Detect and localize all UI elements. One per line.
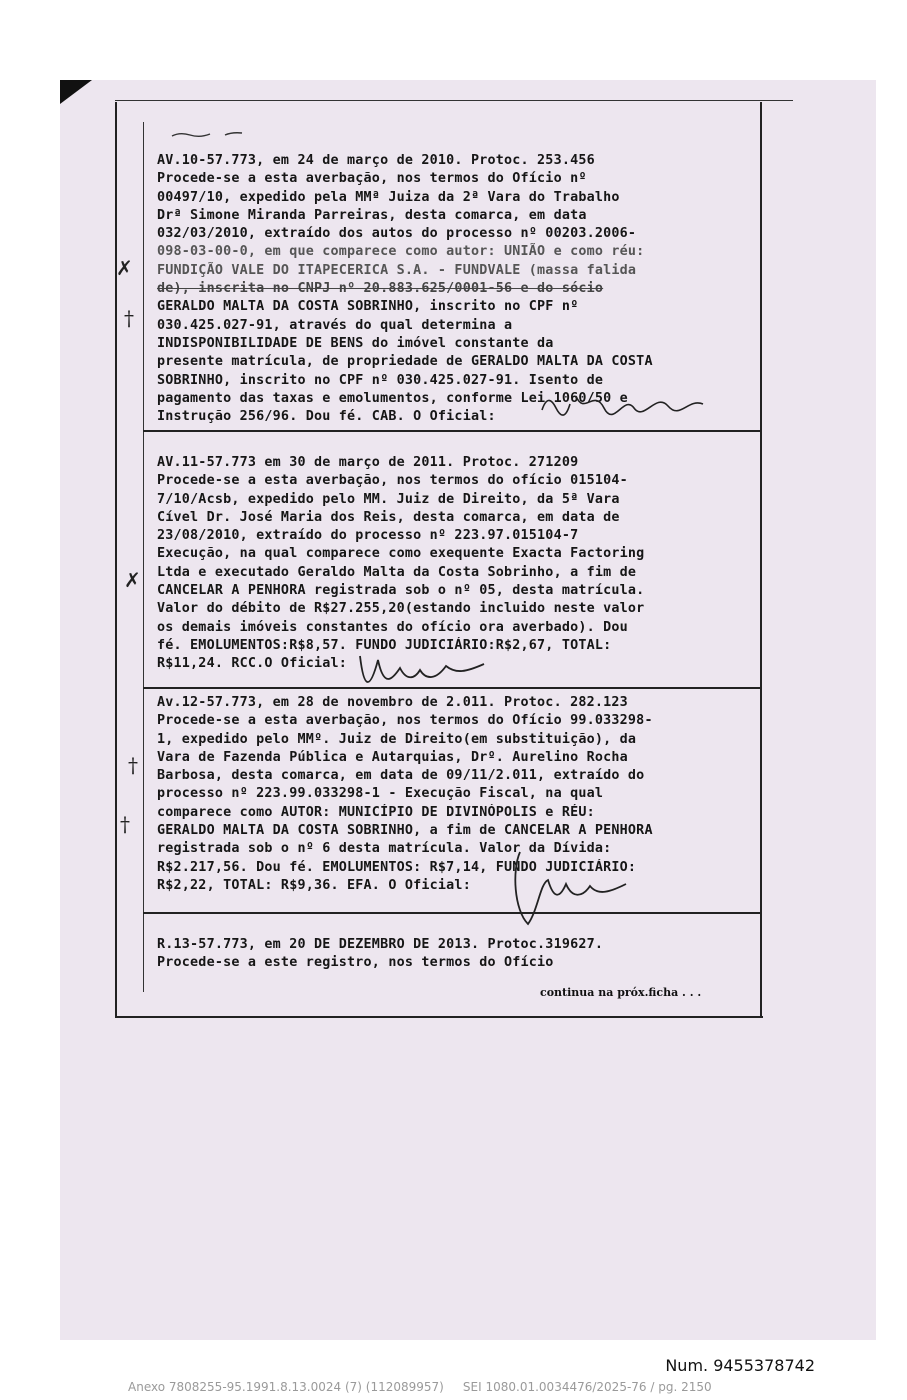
text-line: AV.10-57.773, em 24 de março de 2010. Protoc. 253.456 — [157, 153, 595, 168]
margin-mark: ✗ — [124, 568, 141, 592]
text-line: 030.425.027-91, através do qual determina a — [157, 317, 513, 333]
signature-av10 — [538, 386, 708, 420]
scanned-page — [60, 80, 876, 1340]
text-line: Procede-se a esta averbação, nos termos do Ofício 99.033298- — [157, 713, 653, 729]
text-line: presente matrícula, de propriedade de GERALDO MALTA DA COSTA — [157, 354, 653, 370]
frame-left-border — [115, 102, 117, 1017]
text-line: fé. EMOLUMENTOS:R$8,57. FUNDO JUDICIÁRIO:R$2,67, TOTAL: — [157, 637, 612, 653]
inner-margin-line — [143, 122, 144, 992]
frame-bottom-border — [115, 1016, 763, 1018]
text-line: 098-03-00-0, em que comparece como autor: UNIÃO e como réu: — [157, 244, 645, 260]
text-line: Cível Dr. José Maria dos Reis, desta comarca, em data de — [157, 509, 620, 525]
text-line: R$11,24. RCC.O Oficial: — [157, 656, 348, 672]
text-line: GERALDO MALTA DA COSTA SOBRINHO, inscrito no CPF nº — [157, 299, 579, 315]
text-line: comparece como AUTOR: MUNICÍPIO DE DIVINÓPOLIS e RÉU: — [157, 804, 595, 820]
text-line: AV.11-57.773 em 30 de março de 2011. Protoc. 271209 — [157, 455, 579, 470]
text-line: 23/08/2010, extraído do processo nº 223.97.015104-7 — [157, 528, 579, 544]
text-line: 00497/10, expedido pela MMª Juiza da 2ª Vara do Trabalho — [157, 189, 620, 205]
entry-separator — [143, 430, 760, 432]
text-line: GERALDO MALTA DA COSTA SOBRINHO, a fim de CANCELAR A PENHORA — [157, 823, 653, 839]
text-line: registrada sob o nº 6 desta matrícula. Valor da Dívida: — [157, 841, 612, 857]
text-line: R$2.217,56. Dou fé. EMOLUMENTOS: R$7,14, FUNDO JUDICIÁRIO: — [157, 859, 637, 875]
text-line: CANCELAR A PENHORA registrada sob o nº 05, desta matrícula. — [157, 583, 645, 599]
text-line: processo nº 223.99.033298-1 - Execução Fiscal, na qual — [157, 786, 604, 802]
text-line: 032/03/2010, extraído dos autos do processo nº 00203.2006- — [157, 226, 637, 242]
entry-av12 — [157, 694, 751, 895]
text-line: 1, expedido pelo MMº. Juiz de Direito(em substituição), da — [157, 731, 637, 747]
margin-mark: ✗ — [116, 256, 133, 280]
scribble-mark — [170, 128, 250, 140]
text-line: SOBRINHO, inscrito no CPF nº 030.425.027-91. Isento de — [157, 372, 604, 388]
text-line: Valor do débito de R$27.255,20(estando incluido neste valor — [157, 601, 645, 617]
frame-right-border — [760, 102, 762, 1017]
signature-av12 — [510, 850, 640, 930]
entry-separator — [143, 912, 760, 914]
text-line: Av.12-57.773, em 28 de novembro de 2.011. Protoc. 282.123 — [157, 695, 628, 710]
frame-top-border — [115, 100, 793, 101]
text-line: Ltda e executado Geraldo Malta da Costa Sobrinho, a fim de — [157, 564, 637, 580]
text-line: Instrução 256/96. Dou fé. CAB. O Oficial: — [157, 409, 496, 425]
text-line: Barbosa, desta comarca, em data de 09/11/2.011, extraído do — [157, 768, 645, 784]
text-line: FUNDIÇÃO VALE DO ITAPECERICA S.A. - FUNDVALE (massa falida — [157, 262, 637, 278]
text-line: de), inscrita no CNPJ nº 20.883.625/0001-56 e do sócio — [157, 281, 604, 297]
text-line: 7/10/Acsb, expedido pelo MM. Juiz de Direito, da 5ª Vara — [157, 491, 620, 507]
document-reference: Anexo 7808255-95.1991.8.13.0024 (7) (112089957) SEI 1080.01.0034476/2025-76 / pg. 2150 — [128, 1380, 712, 1394]
margin-mark: † — [120, 812, 130, 836]
black-corner-mark — [60, 80, 92, 104]
text-line: INDISPONIBILIDADE DE BENS do imóvel constante da — [157, 335, 554, 351]
text-line: Procede-se a esta averbação, nos termos do Ofício nº — [157, 171, 587, 187]
text-line: Procede-se a este registro, nos termos do Ofício — [157, 955, 554, 971]
entry-r13 — [157, 936, 751, 973]
signature-av11 — [356, 650, 496, 694]
continuation-note: continua na próx.ficha . . . — [540, 986, 702, 999]
text-line: R.13-57.773, em 20 DE DEZEMBRO DE 2013. Protoc.319627. — [157, 937, 604, 952]
text-line: os demais imóveis constantes do ofício ora averbado). Dou — [157, 619, 628, 635]
text-line: pagamento das taxas e emolumentos, conforme Lei 1060/50 e — [157, 390, 628, 406]
text-line: Execução, na qual comparece como exequente Exacta Factoring — [157, 546, 645, 562]
margin-mark: † — [124, 306, 134, 330]
text-line: Procede-se a esta averbação, nos termos do ofício 015104- — [157, 473, 628, 489]
margin-mark: † — [128, 753, 138, 777]
entry-av11 — [157, 454, 751, 674]
text-line: Drª Simone Miranda Parreiras, desta comarca, em data — [157, 207, 587, 223]
text-line: R$2,22, TOTAL: R$9,36. EFA. O Oficial: — [157, 877, 471, 893]
text-line: Vara de Fazenda Pública e Autarquias, Drº. Aurelino Rocha — [157, 749, 628, 765]
document-number: Num. 9455378742 — [665, 1356, 815, 1375]
